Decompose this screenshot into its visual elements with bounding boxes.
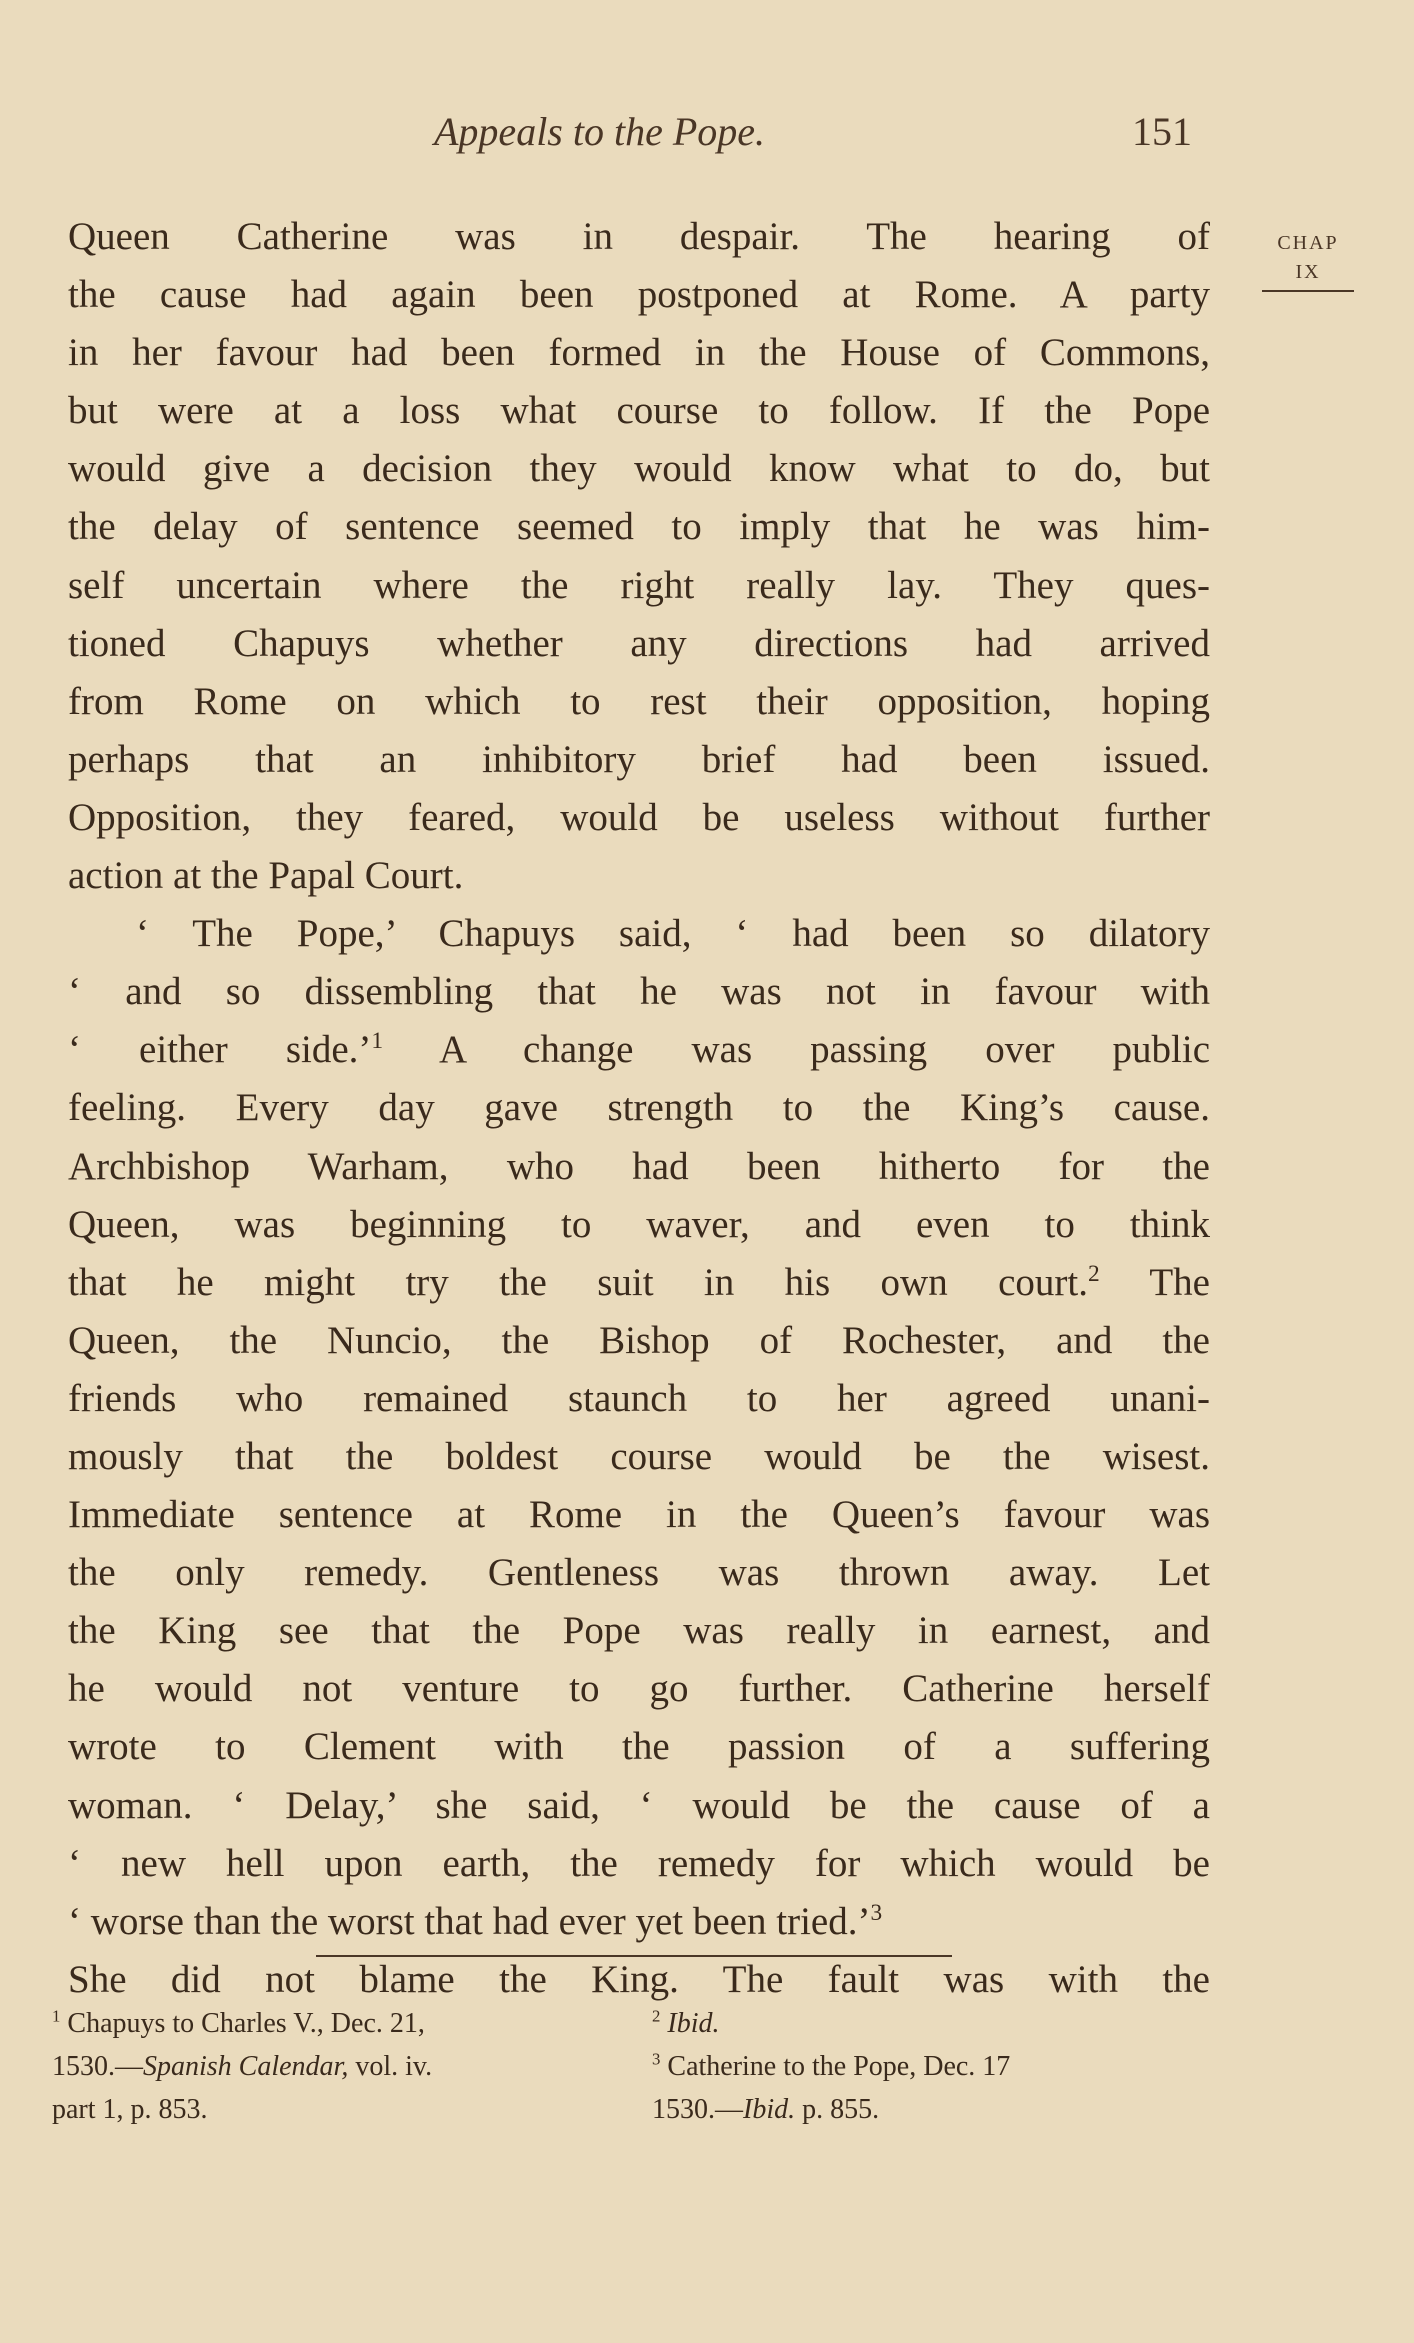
running-title: Appeals to the Pope. (434, 109, 766, 154)
footnote-text: Chapuys to Charles V., Dec. 21, (67, 2008, 425, 2039)
text-segment: ‘ worse than the worst that had ever yet been tried.’ (68, 1899, 871, 1943)
footnote-ref: 3 (870, 1899, 883, 1926)
text-line: the King see that the Pope was really in earnest, and (68, 1609, 1210, 1653)
text-line-with-note (68, 1254, 1210, 1312)
footnote-text: 1530.— (652, 2094, 743, 2125)
footnote-line (52, 2002, 612, 2045)
text-line: the delay of sentence seemed to imply that he was him- (68, 505, 1210, 549)
text-line: the cause had again been postponed at Rome. A party (68, 273, 1210, 317)
footnote-line (52, 2045, 612, 2088)
footnote-line: part 1, p. 853. (52, 2094, 208, 2125)
text-segment: that he might try the suit in his own court. (68, 1260, 1088, 1304)
footnote-line (652, 2002, 1212, 2045)
text-segment: A change was passing over public (438, 1028, 1211, 1072)
page-number: 151 (1132, 109, 1192, 154)
text-line: ‘ The Pope,’ Chapuys said, ‘ had been so dilatory (136, 912, 1210, 956)
text-line: Queen, the Nuncio, the Bishop of Rochester, and the (68, 1318, 1210, 1362)
footnote-marker: 3 (652, 2049, 661, 2069)
footnote-column-right (652, 2002, 1212, 2131)
footnote-marker: 2 (652, 2006, 661, 2026)
text-line: tioned Chapuys whether any directions had arrived (68, 621, 1210, 665)
chapter-margin-note (1262, 226, 1354, 292)
text-line: ‘ and so dissembling that he was not in favour with (68, 970, 1210, 1014)
text-line-with-note (68, 1893, 1210, 1951)
text-line: but were at a loss what course to follow. If the Pope (68, 389, 1210, 433)
text-line: in her favour had been formed in the House of Commons, (68, 331, 1210, 375)
footnote-line (652, 2088, 1212, 2131)
footnote-text: p. 855. (795, 2094, 880, 2125)
footnote-rule (316, 1955, 952, 1957)
text-line: mously that the boldest course would be the wisest. (68, 1434, 1210, 1478)
text-line: She did not blame the King. The fault was with the (68, 1957, 1210, 2001)
text-line: wrote to Clement with the passion of a suffering (68, 1725, 1210, 1769)
text-line: Immediate sentence at Rome in the Queen’s favour was (68, 1493, 1210, 1537)
footnote-line (652, 2045, 1212, 2088)
text-line: perhaps that an inhibitory brief had been issued. (68, 737, 1210, 781)
text-line: he would not venture to go further. Catherine herself (68, 1667, 1210, 1711)
text-line: feeling. Every day gave strength to the King’s cause. (68, 1086, 1210, 1130)
text-segment: ‘ either side.’ (68, 1028, 372, 1072)
footnote-marker: 1 (52, 2006, 61, 2026)
text-line: Queen, was beginning to waver, and even to think (68, 1202, 1210, 1246)
text-line: woman. ‘ Delay,’ she said, ‘ would be the cause of a (68, 1783, 1210, 1827)
text-line: ‘ new hell upon earth, the remedy for which would be (68, 1841, 1210, 1885)
text-line: friends who remained staunch to her agreed unani- (68, 1376, 1210, 1420)
footnote-text: Catherine to the Pope, Dec. 17 (667, 2051, 1011, 2082)
text-line: self uncertain where the right really lay. They ques- (68, 563, 1210, 607)
footnote-italic: Spanish Calendar, (143, 2051, 349, 2082)
footnote-italic: Ibid. (667, 2008, 720, 2039)
footnote-column-left (52, 2002, 612, 2131)
text-line: from Rome on which to rest their opposition, hoping (68, 679, 1210, 723)
text-line: Archbishop Warham, who had been hitherto for the (68, 1144, 1210, 1188)
chapter-label: CHAP (1277, 232, 1339, 254)
footnote-italic: Ibid. (743, 2094, 796, 2125)
footnote-ref: 1 (371, 1028, 384, 1055)
text-line: the only remedy. Gentleness was thrown away. Let (68, 1551, 1210, 1595)
footnote-text: vol. iv. (348, 2051, 433, 2082)
text-line: Queen Catherine was in despair. The hearing of (68, 215, 1210, 258)
text-line-with-note (68, 1021, 1210, 1079)
text-line: Opposition, they feared, would be useless without further (68, 795, 1210, 839)
chapter-number: IX (1262, 260, 1354, 292)
footnote-text: 1530.— (52, 2051, 143, 2082)
text-segment: The (1149, 1260, 1210, 1304)
body-text (68, 208, 1210, 2009)
text-line: would give a decision they would know what to do, but (68, 447, 1210, 491)
text-line: action at the Papal Court. (68, 854, 464, 898)
footnote-ref: 2 (1087, 1260, 1100, 1287)
